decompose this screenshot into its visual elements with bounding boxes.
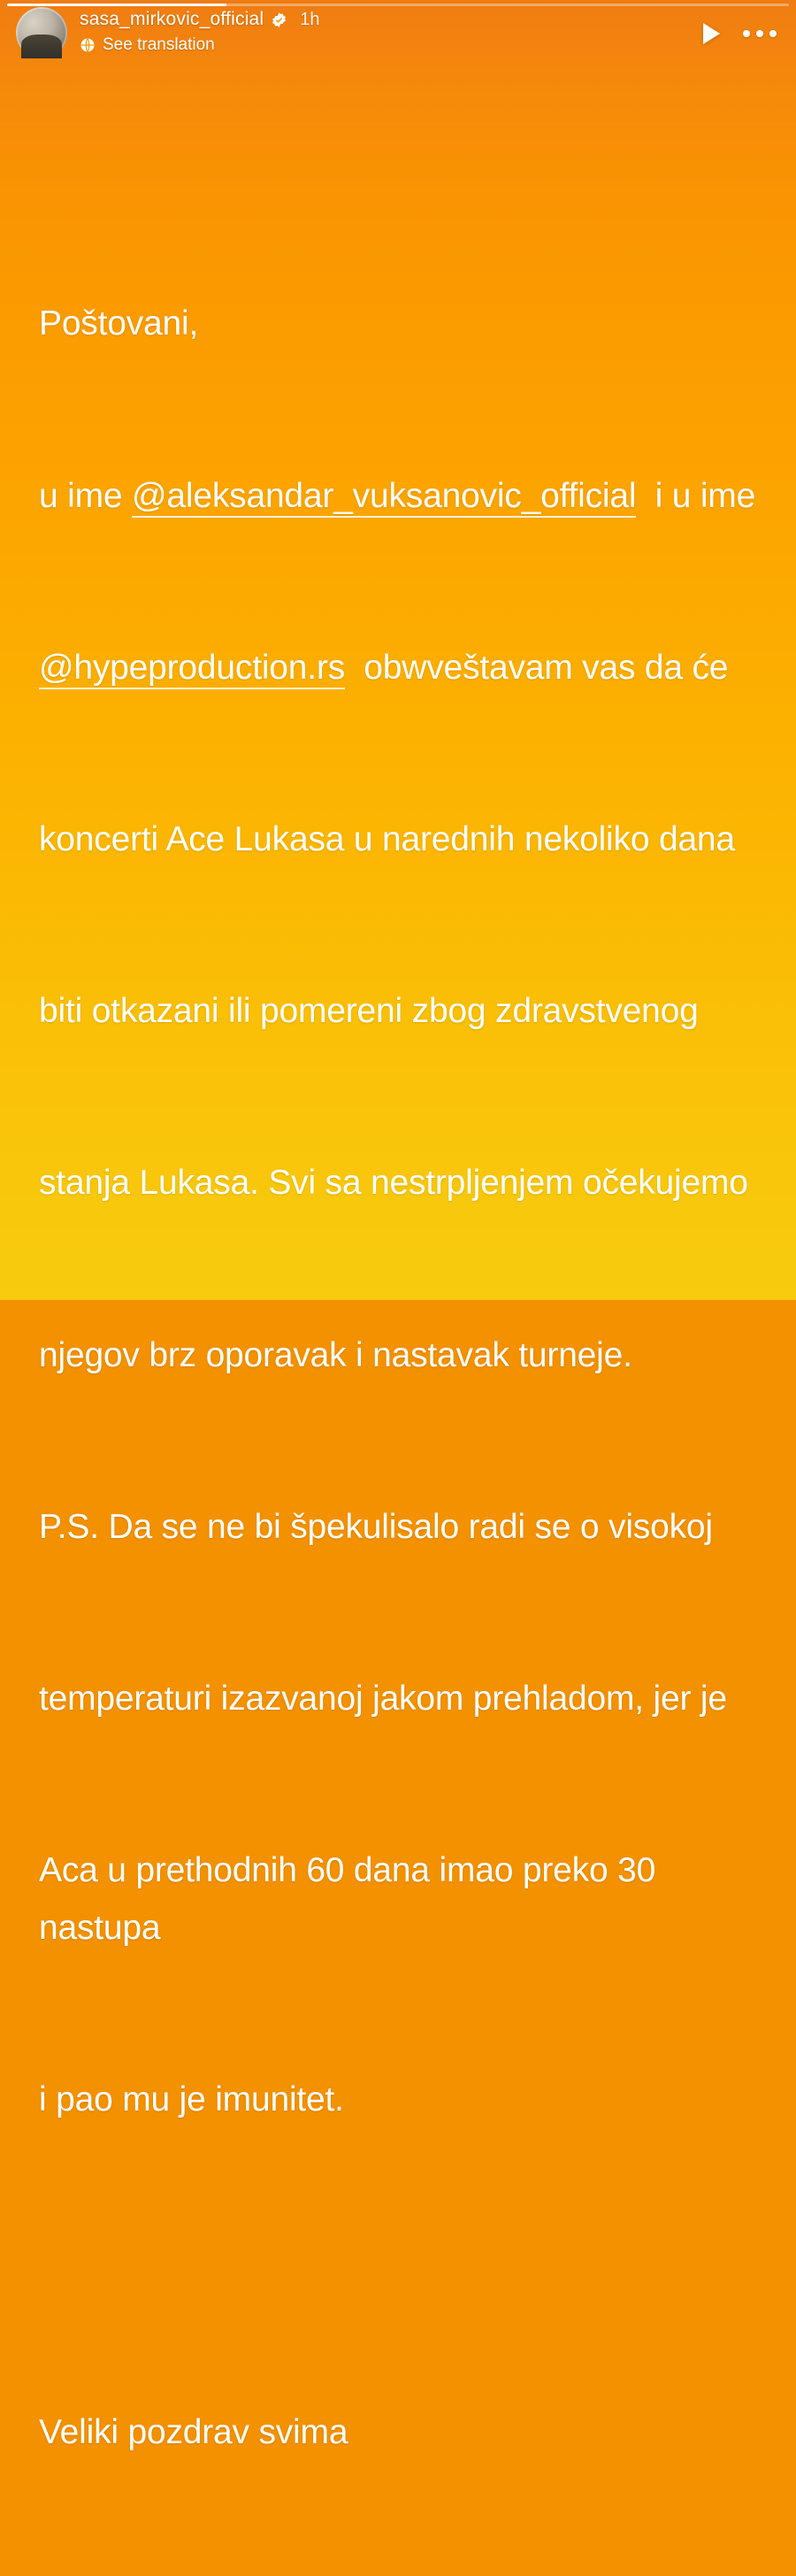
story-line-text: u ime — [39, 476, 133, 515]
story-line-text: njegov brz oporavak i nastavak turneje. — [39, 1335, 632, 1374]
more-options-icon[interactable] — [743, 30, 780, 37]
story-header — [0, 5, 796, 69]
story-line-text: stanja Lukasa. Svi sa nestrpljenjem očekujemo — [39, 1164, 748, 1203]
see-translation-label: See translation — [103, 35, 215, 54]
story-line-text: koncerti Ace Lukasa u narednih nekoliko dana — [39, 820, 735, 859]
mention-link-aleksandar[interactable]: @aleksandar_vuksanovic_official — [132, 477, 636, 518]
story-text-content — [39, 181, 757, 2576]
see-translation-button[interactable] — [80, 35, 320, 55]
story-line-text: obwveštavam vas da će — [345, 648, 729, 687]
story-line-text: i u ime — [636, 476, 756, 515]
story-line — [39, 983, 757, 1041]
paragraph-spacer — [39, 2243, 757, 2289]
username-label[interactable]: sasa_mirkovic_official — [80, 9, 264, 29]
story-closing-line — [39, 2404, 757, 2462]
story-timestamp: 1h — [300, 9, 320, 29]
avatar[interactable] — [16, 7, 67, 58]
story-line — [39, 1842, 757, 1957]
story-line — [39, 640, 757, 697]
story-line — [39, 1155, 757, 1212]
story-line — [39, 1671, 757, 1728]
story-line-text: i pao mu je imunitet. — [39, 2080, 344, 2119]
story-line — [39, 811, 757, 869]
mention-link-hypeproduction[interactable]: @hypeproduction.rs — [39, 649, 345, 689]
story-line-text: Veliki pozdrav svima — [39, 2412, 348, 2451]
story-line-text: temperaturi izazvanoj jakom prehladom, jer je — [39, 1680, 727, 1719]
story-line-text: Poštovani, — [39, 304, 199, 343]
story-line — [39, 1327, 757, 1385]
story-line-text: biti otkazani ili pomereni zbog zdravstvenog — [39, 992, 699, 1031]
story-line — [39, 468, 757, 526]
story-line-text: P.S. Da se ne bi špekulisalo radi se o visokoj — [39, 1507, 713, 1546]
story-line-text: Aca u prethodnih 60 dana imao preko 30 nastupa — [39, 1851, 665, 1948]
translate-globe-icon — [80, 37, 96, 53]
play-icon[interactable] — [703, 23, 720, 44]
story-author-row — [80, 9, 320, 30]
story-line — [39, 296, 757, 353]
story-line — [39, 2072, 757, 2129]
story-header-text — [80, 5, 320, 55]
verified-badge-icon — [271, 12, 287, 28]
story-header-actions — [703, 5, 780, 44]
story-line — [39, 1499, 757, 1557]
